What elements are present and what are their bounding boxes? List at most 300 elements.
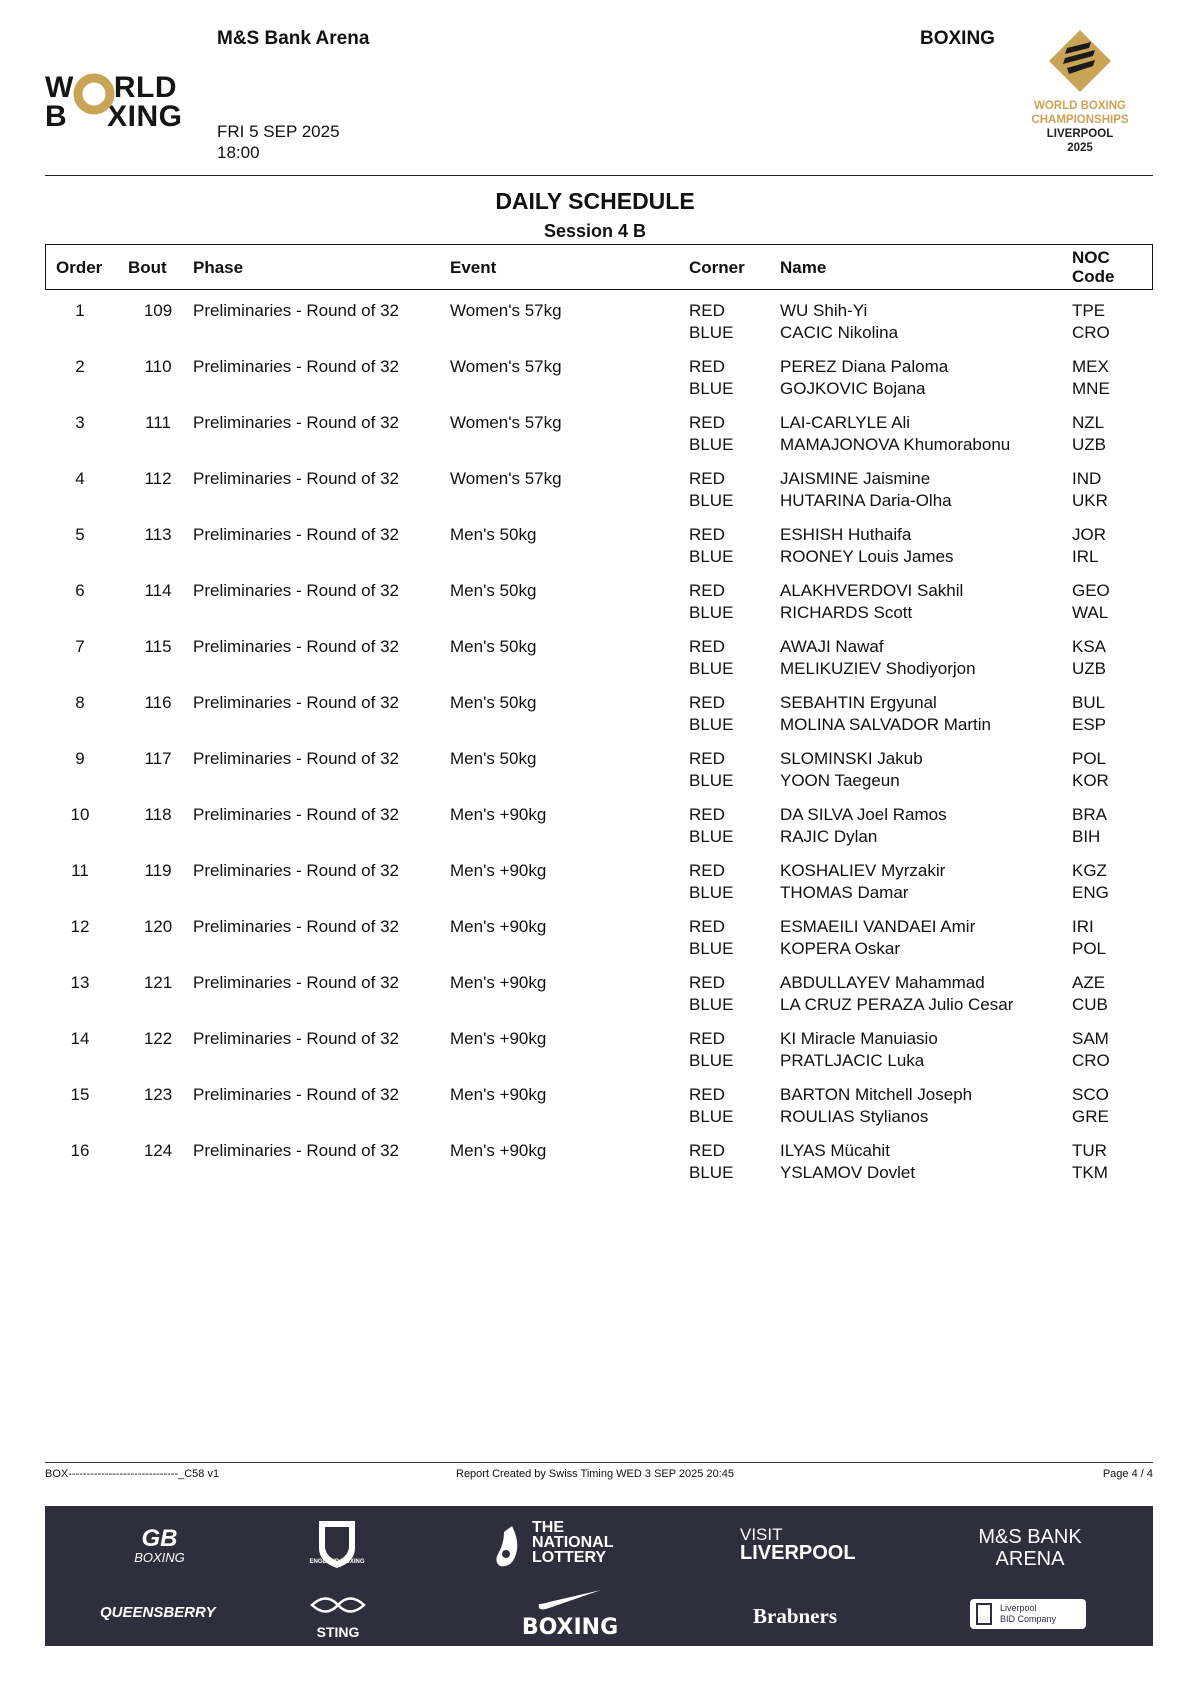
logo-text: NATIONAL [532, 1534, 614, 1551]
bout-cell [127, 524, 189, 546]
corner-cell-value: RED [689, 413, 725, 432]
boxer-name-cell-value: RICHARDS Scott [780, 603, 913, 622]
noc-code-cell-value: WAL [1072, 603, 1109, 622]
boxer-name-cell [780, 1028, 938, 1072]
phase-cell [193, 916, 399, 938]
phase-cell-value: Preliminaries - Round of 32 [193, 973, 399, 992]
noc-code-cell-value: AZE [1072, 973, 1106, 992]
boxer-name-cell-value: PRATLJACIC Luka [780, 1051, 925, 1070]
event-cell [450, 916, 546, 938]
table-row [45, 524, 1153, 580]
logo-text: GB [141, 1525, 178, 1552]
event-cell-value: Men's +90kg [450, 861, 547, 880]
logo-text: LIVERPOOL [740, 1542, 856, 1564]
event-cell [450, 524, 536, 546]
bout-cell-value: 111 [145, 413, 171, 432]
event-cell-value: Men's 50kg [450, 637, 537, 656]
boxer-name-cell-value: PEREZ Diana Paloma [780, 357, 949, 376]
boxer-name-cell-value: KI Miracle Manuiasio [780, 1029, 938, 1048]
order-cell [45, 356, 115, 378]
bout-cell-value: 116 [144, 693, 172, 712]
corner-cell [689, 468, 733, 512]
noc-code-cell [1072, 916, 1106, 960]
noc-code-cell [1072, 1140, 1108, 1184]
noc-code-cell-value: IRL [1072, 547, 1099, 566]
noc-code-cell [1072, 1084, 1109, 1128]
corner-cell [689, 748, 733, 792]
event-cell-value: Men's 50kg [450, 749, 537, 768]
phase-cell [193, 636, 399, 658]
boxer-name-cell [780, 412, 1010, 456]
noc-code-cell [1072, 636, 1106, 680]
col-corner: Corner [689, 258, 745, 277]
col-noc-line1: NOC [1072, 248, 1110, 267]
nike-boxing-logo [515, 1588, 625, 1639]
corner-cell-value: BLUE [689, 715, 734, 734]
bid-company-icon [976, 1603, 992, 1625]
order-cell-value: 12 [70, 917, 90, 936]
logo-text: BOXING [134, 1550, 185, 1565]
noc-code-cell-value: CRO [1072, 323, 1110, 342]
noc-code-cell-value: GRE [1072, 1107, 1109, 1126]
noc-code-cell [1072, 692, 1106, 736]
boxer-name-cell-value: LA CRUZ PERAZA Julio Cesar [780, 995, 1014, 1014]
noc-code-cell-value: IRI [1072, 917, 1094, 936]
boxer-name-cell [780, 300, 898, 344]
phase-cell-value: Preliminaries - Round of 32 [193, 301, 399, 320]
corner-cell-value: RED [689, 357, 725, 376]
event-cell-value: Men's +90kg [450, 973, 547, 992]
phase-cell-value: Preliminaries - Round of 32 [193, 749, 399, 768]
phase-cell-value: Preliminaries - Round of 32 [193, 357, 399, 376]
table-row [45, 636, 1153, 692]
event-cell-value: Women's 57kg [450, 413, 562, 432]
boxer-name-cell-value: MOLINA SALVADOR Martin [780, 715, 991, 734]
boxer-name-cell-value: KOPERA Oskar [780, 939, 900, 958]
phase-cell-value: Preliminaries - Round of 32 [193, 581, 399, 600]
order-cell-value: 6 [75, 581, 85, 600]
bout-cell [127, 412, 189, 434]
bout-cell-value: 119 [144, 861, 172, 880]
corner-cell-value: RED [689, 749, 725, 768]
bout-cell-value: 114 [144, 581, 172, 600]
bout-cell [127, 1140, 189, 1162]
table-row [45, 1140, 1153, 1196]
phase-cell [193, 804, 399, 826]
order-cell [45, 300, 115, 322]
corner-cell-value: BLUE [689, 659, 734, 678]
noc-code-cell-value: SCO [1072, 1085, 1109, 1104]
corner-cell-value: BLUE [689, 995, 734, 1014]
col-order: Order [56, 258, 103, 277]
boxer-name-cell-value: LAI-CARLYLE Ali [780, 413, 911, 432]
venue-name: M&S Bank Arena [217, 28, 370, 49]
corner-cell [689, 412, 733, 456]
corner-cell-value: RED [689, 973, 725, 992]
boxer-name-cell-value: YSLAMOV Dovlet [780, 1163, 916, 1182]
noc-code-cell [1072, 580, 1110, 624]
corner-cell-value: BLUE [689, 1107, 734, 1126]
event-cell [450, 580, 536, 602]
event-cell [450, 804, 546, 826]
table-row [45, 1028, 1153, 1084]
bout-cell-value: 120 [143, 917, 173, 936]
corner-cell-value: RED [689, 1141, 725, 1160]
boxer-name-cell [780, 1084, 972, 1128]
corner-cell [689, 356, 733, 400]
corner-cell-value: BLUE [689, 491, 734, 510]
boxer-name-cell-value: YOON Taegeun [780, 771, 900, 790]
order-cell-value: 4 [75, 469, 85, 488]
report-credit: Report Created by Swiss Timing WED 3 SEP 2025 20:45 [456, 1468, 734, 1480]
noc-code-cell-value: NZL [1072, 413, 1105, 432]
bout-cell-value: 124 [143, 1141, 173, 1160]
phase-cell-value: Preliminaries - Round of 32 [193, 861, 399, 880]
corner-cell [689, 580, 733, 624]
document-code: BOX------------------------------_C58 v1 [45, 1468, 220, 1480]
order-cell-value: 13 [70, 973, 90, 992]
noc-code-cell-value: MNE [1072, 379, 1110, 398]
noc-code-cell-value: KOR [1072, 771, 1109, 790]
boxer-name-cell-value: HUTARINA Daria-Olha [780, 491, 952, 510]
sponsor-band [45, 1506, 1153, 1646]
corner-cell [689, 1028, 733, 1072]
bout-cell [127, 1028, 189, 1050]
england-boxing-logo [307, 1518, 367, 1565]
order-cell-value: 3 [75, 413, 85, 432]
logo-text: VISIT [740, 1525, 783, 1544]
noc-code-cell [1072, 748, 1109, 792]
boxer-name-cell-value: RAJIC Dylan [780, 827, 878, 846]
corner-cell-value: BLUE [689, 827, 734, 846]
order-cell [45, 748, 115, 770]
noc-code-cell-value: SAM [1072, 1029, 1109, 1048]
col-noc-line2: Code [1072, 267, 1115, 286]
boxer-name-cell-value: DA SILVA Joel Ramos [780, 805, 947, 824]
noc-code-cell [1072, 804, 1107, 848]
corner-cell-value: RED [689, 1029, 725, 1048]
bout-cell [127, 356, 189, 378]
event-cell-value: Men's 50kg [450, 525, 537, 544]
event-cell-value: Men's 50kg [450, 581, 537, 600]
order-cell-value: 7 [75, 637, 85, 656]
corner-cell [689, 1084, 733, 1128]
boxer-name-cell [780, 804, 947, 848]
boxer-name-cell [780, 636, 976, 680]
noc-code-cell-value: CUB [1072, 995, 1108, 1014]
session-datetime [217, 121, 340, 163]
corner-cell-value: RED [689, 301, 725, 320]
logo-text: LIVERPOOL [1046, 128, 1114, 140]
logo-text: STING [316, 1624, 360, 1640]
order-cell-value: 11 [71, 861, 89, 880]
boxer-name-cell-value: AWAJI Nawaf [780, 637, 884, 656]
col-noc [1072, 248, 1115, 286]
boxer-name-cell-value: ILYAS Mücahit [780, 1141, 890, 1160]
bout-cell-value: 112 [144, 469, 172, 488]
boxer-name-cell [780, 972, 1013, 1016]
corner-cell-value: BLUE [689, 883, 734, 902]
boxer-name-cell [780, 580, 963, 624]
phase-cell [193, 1028, 399, 1050]
phase-cell-value: Preliminaries - Round of 32 [193, 637, 399, 656]
header-divider [45, 175, 1153, 176]
noc-code-cell-value: IND [1072, 469, 1102, 488]
table-row [45, 300, 1153, 356]
boxer-name-cell-value: KOSHALIEV Myrzakir [780, 861, 946, 880]
phase-cell-value: Preliminaries - Round of 32 [193, 469, 399, 488]
phase-cell [193, 1084, 399, 1106]
ring-icon [72, 72, 116, 116]
boxer-name-cell [780, 356, 948, 400]
corner-cell-value: BLUE [689, 435, 734, 454]
bout-cell-value: 109 [143, 301, 173, 320]
noc-code-cell [1072, 524, 1106, 568]
table-row [45, 1084, 1153, 1140]
sting-emblem-icon [308, 1590, 368, 1620]
phase-cell [193, 692, 399, 714]
order-cell [45, 636, 115, 658]
corner-cell-value: BLUE [689, 603, 734, 622]
noc-code-cell [1072, 972, 1108, 1016]
noc-code-cell-value: POL [1072, 749, 1107, 768]
logo-text: THE [532, 1519, 564, 1536]
boxer-name-cell-value: SEBAHTIN Ergyunal [780, 693, 937, 712]
table-row [45, 916, 1153, 972]
boxer-name-cell-value: ROULIAS Stylianos [780, 1107, 929, 1126]
bout-cell-value: 118 [144, 805, 172, 824]
noc-code-cell [1072, 412, 1106, 456]
order-cell [45, 524, 115, 546]
corner-cell-value: RED [689, 861, 725, 880]
page-number: Page 4 / 4 [1102, 1468, 1153, 1480]
event-cell [450, 300, 562, 322]
event-cell [450, 748, 536, 770]
event-cell-value: Men's +90kg [450, 917, 547, 936]
bout-cell-value: 115 [144, 637, 172, 656]
order-cell [45, 916, 115, 938]
order-cell-value: 10 [70, 805, 90, 824]
phase-cell-value: Preliminaries - Round of 32 [193, 1085, 399, 1104]
order-cell [45, 860, 115, 882]
corner-cell-value: BLUE [689, 1051, 734, 1070]
order-cell [45, 1140, 115, 1162]
bout-cell-value: 123 [143, 1085, 173, 1104]
col-event: Event [450, 258, 497, 277]
table-row [45, 580, 1153, 636]
event-cell [450, 356, 562, 378]
noc-code-cell [1072, 1028, 1110, 1072]
bout-cell [127, 804, 189, 826]
noc-code-cell-value: ENG [1072, 883, 1109, 902]
order-cell [45, 468, 115, 490]
col-bout: Bout [128, 258, 167, 277]
corner-cell [689, 916, 733, 960]
order-cell-value: 9 [75, 749, 85, 768]
gb-boxing-logo [107, 1525, 212, 1565]
corner-cell-value: RED [689, 469, 725, 488]
bout-cell [127, 636, 189, 658]
bout-cell [127, 1084, 189, 1106]
corner-cell [689, 636, 733, 680]
phase-cell [193, 1140, 399, 1162]
corner-cell-value: RED [689, 637, 725, 656]
table-row [45, 972, 1153, 1028]
noc-code-cell-value: POL [1072, 939, 1107, 958]
noc-code-cell-value: TKM [1072, 1163, 1108, 1182]
noc-code-cell [1072, 468, 1108, 512]
page-title: DAILY SCHEDULE [495, 188, 695, 214]
order-cell [45, 804, 115, 826]
corner-cell [689, 804, 733, 848]
corner-cell [689, 972, 733, 1016]
order-cell [45, 692, 115, 714]
liverpool-bid-company-logo [970, 1599, 1086, 1629]
ms-bank-arena-logo [965, 1526, 1095, 1570]
noc-code-cell-value: ESP [1072, 715, 1107, 734]
bout-cell [127, 468, 189, 490]
boxer-name-cell [780, 916, 975, 960]
boxer-name-cell-value: ESMAEILI VANDAEI Amir [780, 917, 976, 936]
corner-cell-value: RED [689, 525, 725, 544]
world-boxing-logo [45, 60, 183, 132]
queensberry-logo: QUEENSBERRY [100, 1604, 216, 1621]
logo-text: 2025 [1067, 142, 1093, 154]
boxer-name-cell-value: ESHISH Huthaifa [780, 525, 912, 544]
boxer-name-cell-value: MAMAJONOVA Khumorabonu [780, 435, 1011, 454]
order-cell-value: 2 [75, 357, 85, 376]
boxer-name-cell-value: ABDULLAYEV Mahammad [780, 973, 985, 992]
event-cell-value: Men's +90kg [450, 1141, 547, 1160]
boxer-name-cell [780, 748, 923, 792]
event-cell-value: Men's +90kg [450, 1029, 547, 1048]
boxer-name-cell-value: BARTON Mitchell Joseph [780, 1085, 973, 1104]
phase-cell [193, 412, 399, 434]
crossed-fingers-icon [490, 1522, 530, 1572]
session-subtitle: Session 4 B [543, 221, 647, 241]
bout-cell [127, 860, 189, 882]
boxer-name-cell-value: JAISMINE Jaismine [780, 469, 931, 488]
event-cell [450, 1028, 546, 1050]
phase-cell-value: Preliminaries - Round of 32 [193, 413, 399, 432]
logo-letter: W [45, 71, 74, 104]
table-row [45, 748, 1153, 804]
order-cell-value: 5 [75, 525, 85, 544]
event-cell [450, 860, 546, 882]
event-cell-value: Women's 57kg [450, 469, 562, 488]
boxer-name-cell-value: SLOMINSKI Jakub [780, 749, 923, 768]
noc-code-cell-value: GEO [1072, 581, 1110, 600]
logo-text: BOXING [521, 1615, 619, 1640]
logo-text: Liverpool [1000, 1603, 1037, 1613]
event-cell [450, 972, 546, 994]
corner-cell-value: RED [689, 693, 725, 712]
boxer-name-cell [780, 860, 945, 904]
order-cell-value: 8 [75, 693, 85, 712]
corner-cell [689, 1140, 733, 1184]
event-cell [450, 692, 536, 714]
noc-code-cell-value: JOR [1072, 525, 1106, 544]
logo-text: M&S BANK [978, 1526, 1082, 1548]
noc-code-cell-value: TPE [1072, 301, 1106, 320]
noc-code-cell-value: BIH [1072, 827, 1101, 846]
bout-cell-value: 122 [143, 1029, 173, 1048]
phase-cell [193, 580, 399, 602]
boxer-name-cell [780, 692, 991, 736]
event-cell [450, 636, 536, 658]
phase-cell [193, 972, 399, 994]
boxer-name-cell [780, 1140, 915, 1184]
event-cell [450, 468, 562, 490]
bout-cell-value: 113 [144, 525, 172, 544]
col-phase: Phase [193, 258, 244, 277]
noc-code-cell [1072, 860, 1109, 904]
boxer-name-cell-value: CACIC Nikolina [780, 323, 899, 342]
brabners-logo: Brabners [753, 1604, 837, 1628]
table-header [45, 244, 1153, 290]
noc-code-cell-value: BRA [1072, 805, 1107, 824]
phase-cell [193, 468, 399, 490]
event-cell [450, 1140, 546, 1162]
phase-cell-value: Preliminaries - Round of 32 [193, 1141, 399, 1160]
visit-liverpool-logo [740, 1526, 860, 1563]
logo-text: WORLD BOXING [1034, 100, 1126, 112]
logo-text: CHAMPIONSHIPS [1031, 114, 1129, 126]
boxer-name-cell [780, 468, 952, 512]
phase-cell-value: Preliminaries - Round of 32 [193, 525, 399, 544]
schedule-table [45, 300, 1153, 1196]
corner-cell-value: BLUE [689, 1163, 734, 1182]
phase-cell [193, 860, 399, 882]
order-cell [45, 412, 115, 434]
table-row [45, 412, 1153, 468]
noc-code-cell [1072, 356, 1110, 400]
phase-cell [193, 300, 399, 322]
logo-text: ENGLAND BOXING [309, 1559, 365, 1565]
order-cell [45, 580, 115, 602]
bout-cell-value: 110 [144, 357, 172, 376]
session-date: FRI 5 SEP 2025 [217, 122, 340, 141]
noc-code-cell-value: TUR [1072, 1141, 1107, 1160]
championships-emblem-icon [1047, 28, 1113, 94]
boxer-name-cell-value: ROONEY Louis James [780, 547, 954, 566]
noc-code-cell-value: UKR [1072, 491, 1108, 510]
phase-cell-value: Preliminaries - Round of 32 [193, 917, 399, 936]
boxer-name-cell-value: WU Shih-Yi [780, 301, 868, 320]
noc-code-cell-value: KSA [1072, 637, 1107, 656]
col-name: Name [780, 258, 827, 277]
logo-text: RLD [113, 71, 177, 104]
corner-cell-value: RED [689, 1085, 725, 1104]
logo-text: LOTTERY [532, 1549, 607, 1566]
corner-cell-value: BLUE [689, 379, 734, 398]
table-row [45, 468, 1153, 524]
event-cell-value: Men's 50kg [450, 693, 537, 712]
corner-cell-value: BLUE [689, 323, 734, 342]
corner-cell-value: RED [689, 917, 725, 936]
corner-cell [689, 860, 733, 904]
noc-code-cell-value: BUL [1072, 693, 1106, 712]
phase-cell-value: Preliminaries - Round of 32 [193, 805, 399, 824]
bout-cell [127, 300, 189, 322]
footer-divider [45, 1462, 1153, 1463]
event-cell-value: Women's 57kg [450, 357, 562, 376]
event-cell-value: Women's 57kg [450, 301, 562, 320]
phase-cell-value: Preliminaries - Round of 32 [193, 693, 399, 712]
noc-code-cell [1072, 300, 1110, 344]
sting-logo [303, 1590, 373, 1639]
order-cell-value: 14 [70, 1029, 90, 1048]
